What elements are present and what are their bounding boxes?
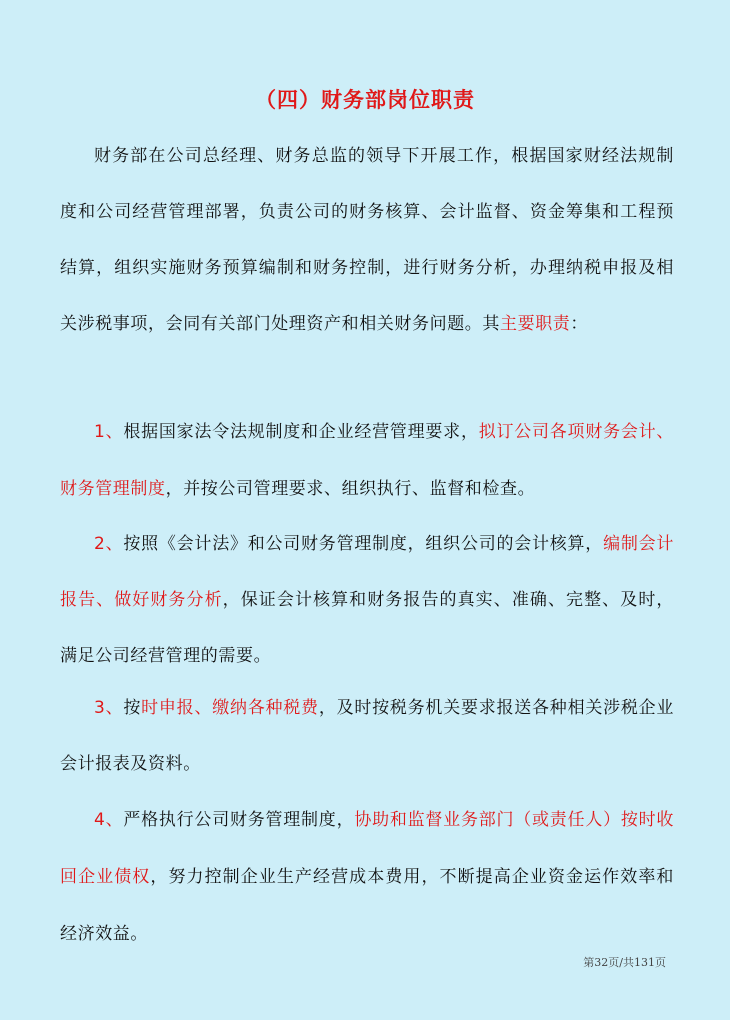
duty-item-3: [60, 680, 674, 792]
duty-highlight: 拟订公司各项财务会计、财务管理制度: [60, 422, 674, 499]
intro-tail: ：: [570, 314, 589, 334]
duty-item-2: [60, 516, 674, 684]
duty-item-4: [60, 792, 674, 963]
duty-text: ，并按公司管理要求、组织执行、监督和检查。: [165, 479, 536, 499]
duty-text: 根据国家法令法规制度和企业经营管理要求，: [123, 422, 479, 442]
duty-highlight: 协助和监督业务部门（或责任人）按时收回企业债权: [60, 810, 674, 887]
duty-text: ，努力控制企业生产经营成本费用，不断提高企业资金运作效率和经济效益。: [60, 867, 675, 944]
duty-text: ，保证会计核算和财务报告的真实、准确、完整、及时，满足公司经营管理的需要。: [60, 590, 674, 666]
duty-text: 按照《会计法》和公司财务管理制度，组织公司的会计核算，: [123, 534, 604, 554]
duty-number: 1、: [94, 422, 124, 442]
duty-highlight: 编制会计报告、做好财务分析: [60, 534, 674, 610]
duty-text: ，及时按税务机关要求报送各种相关涉税企业会计报表及资料。: [60, 698, 675, 774]
duty-highlight: 时申报、缴纳各种税费: [141, 698, 319, 718]
duty-number: 4、: [94, 810, 124, 830]
page-number: 第32页/共131页: [583, 956, 666, 969]
page-title: （四）财务部岗位职责: [255, 88, 475, 112]
intro-highlight: 主要职责: [500, 314, 571, 334]
intro-paragraph: [60, 128, 674, 352]
duty-number: 3、: [94, 698, 124, 718]
duty-text: 按: [123, 698, 142, 718]
intro-text: 财务部在公司总经理、财务总监的领导下开展工作，根据国家财经法规制度和公司经营管理部署，负责公司的财务核算、会计监督、资金筹集和工程预结算，组织实施财务预算编制和财务控制，进行财务分析，办理纳税申报及相关涉税事项，会同有关部门处理资产和相关财务问题。其: [60, 146, 674, 334]
duty-text: 严格执行公司财务管理制度，: [123, 810, 355, 830]
duty-number: 2、: [94, 534, 124, 554]
duty-item-1: [60, 404, 674, 518]
